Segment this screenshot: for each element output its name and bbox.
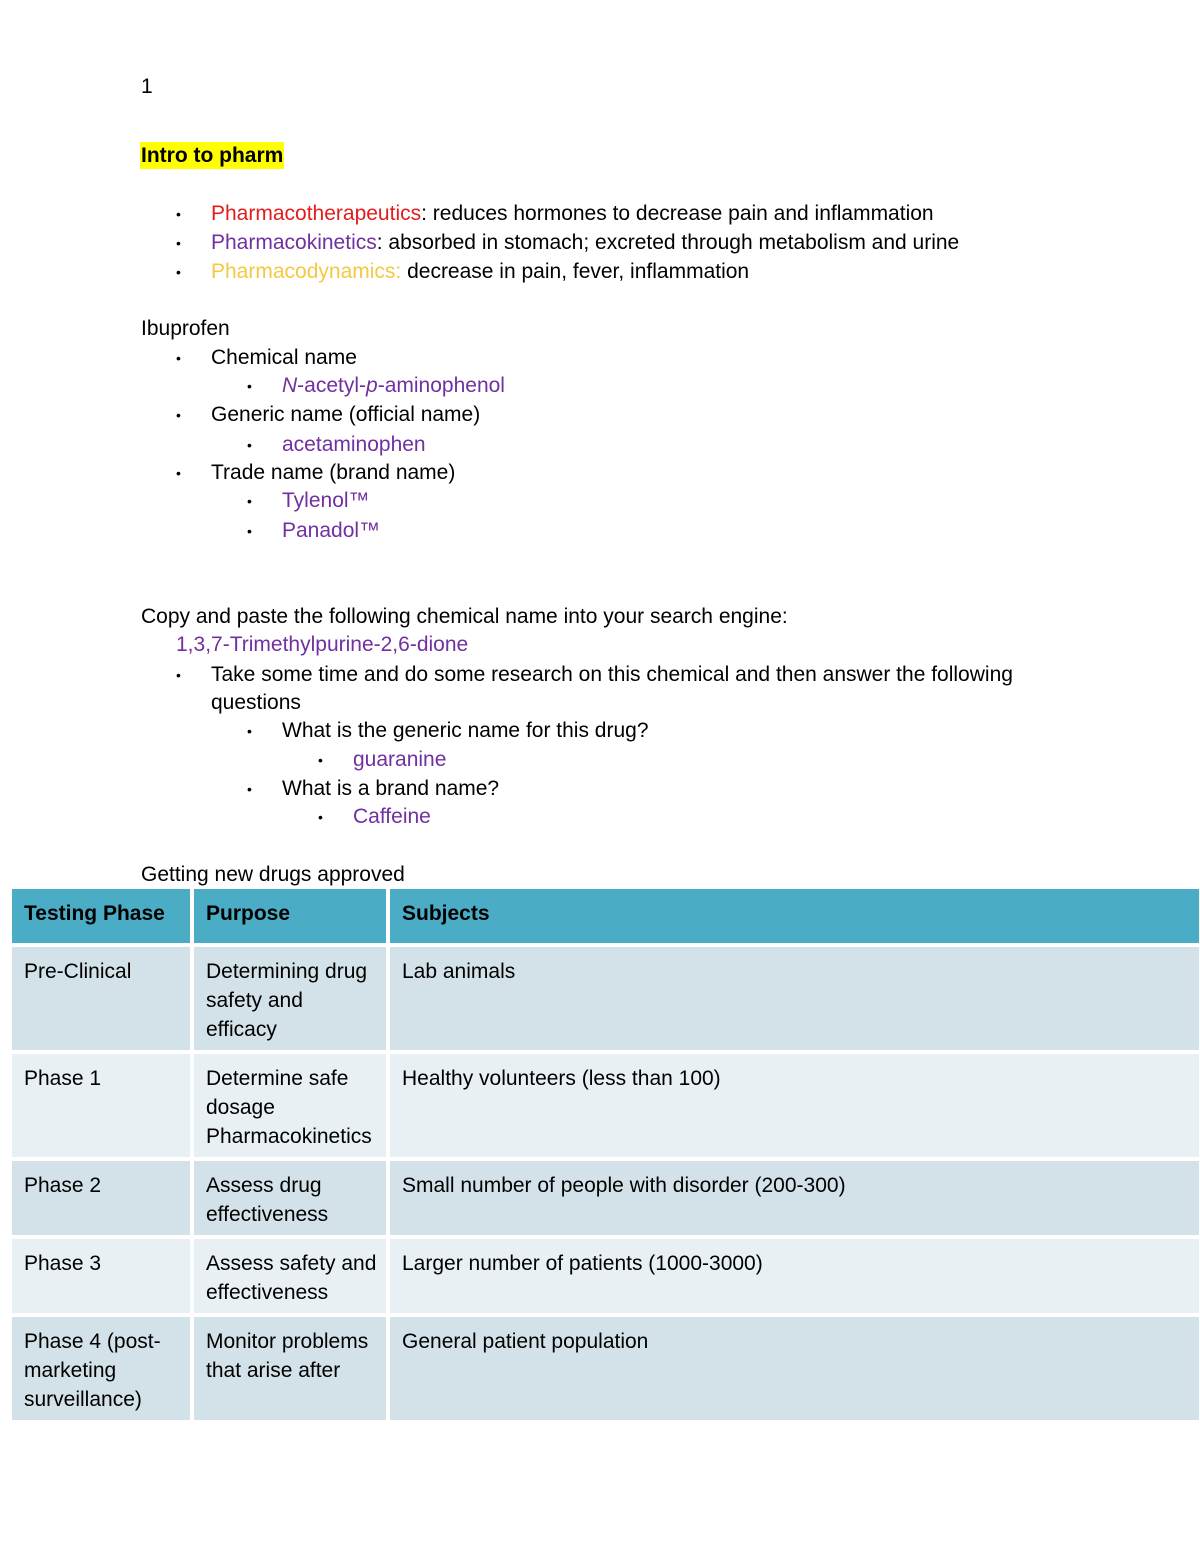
bullet-icon: • bbox=[176, 407, 181, 423]
cell-purpose: Determining drug safety and efficacy bbox=[194, 947, 386, 1054]
section-title-ibuprofen: Ibuprofen bbox=[141, 317, 230, 340]
cell-subjects: Healthy volunteers (less than 100) bbox=[390, 1054, 1199, 1161]
cell-phase: Pre-Clinical bbox=[12, 947, 190, 1054]
answer-generic: guaranine bbox=[353, 748, 447, 771]
name-part: -aminophenol bbox=[377, 374, 505, 397]
list-item-pharmacokinetics bbox=[211, 230, 959, 256]
question-generic: What is the generic name for this drug? bbox=[282, 719, 649, 742]
definition: decrease in pain, fever, inflammation bbox=[401, 260, 750, 283]
generic-name-label: Generic name (official name) bbox=[211, 403, 481, 426]
column-header: Purpose bbox=[194, 889, 386, 947]
table-caption: Getting new drugs approved bbox=[141, 863, 405, 886]
list-item-pharmacodynamics bbox=[211, 259, 749, 285]
bullet-icon: • bbox=[247, 781, 252, 797]
bullet-icon: • bbox=[318, 809, 323, 825]
highlighted-heading: Intro to pharm bbox=[141, 144, 284, 167]
generic-name-value: acetaminophen bbox=[282, 433, 426, 456]
term-pharmacokinetics: Pharmacokinetics bbox=[211, 231, 377, 254]
cell-phase: Phase 3 bbox=[12, 1239, 190, 1317]
chemical-name-value bbox=[282, 373, 505, 399]
bullet-icon: • bbox=[318, 752, 323, 768]
page-number: 1 bbox=[141, 75, 153, 98]
term-pharmacodynamics: Pharmacodynamics: bbox=[211, 260, 402, 283]
bullet-icon: • bbox=[247, 493, 252, 509]
bullet-icon: • bbox=[176, 667, 181, 683]
trade-name-label: Trade name (brand name) bbox=[211, 461, 456, 484]
separator: : bbox=[376, 231, 383, 254]
column-header: Testing Phase bbox=[12, 889, 190, 947]
table-row bbox=[12, 1054, 1199, 1161]
list-item-pharmacotherapeutics bbox=[211, 201, 934, 227]
bullet-icon: • bbox=[176, 350, 181, 366]
cell-subjects: Lab animals bbox=[390, 947, 1199, 1054]
cell-phase: Phase 2 bbox=[12, 1161, 190, 1239]
bullet-icon: • bbox=[176, 206, 181, 222]
definition: reduces hormones to decrease pain and inflammation bbox=[426, 202, 934, 225]
research-task-continued: questions bbox=[211, 691, 301, 714]
trade-name-value: Tylenol™ bbox=[282, 489, 370, 512]
answer-brand: Caffeine bbox=[353, 805, 431, 828]
cell-subjects: General patient population bbox=[390, 1317, 1199, 1424]
italic-prefix: p bbox=[366, 374, 378, 397]
cell-purpose: Determine safe dosage Pharmacokinetics bbox=[194, 1054, 386, 1161]
cell-subjects: Larger number of patients (1000-3000) bbox=[390, 1239, 1199, 1317]
table-row bbox=[12, 947, 1199, 1054]
table-row bbox=[12, 1239, 1199, 1317]
cell-phase: Phase 1 bbox=[12, 1054, 190, 1161]
term-pharmacotherapeutics: Pharmacotherapeutics bbox=[211, 202, 422, 225]
bullet-icon: • bbox=[247, 523, 252, 539]
bullet-icon: • bbox=[176, 235, 181, 251]
bullet-icon: • bbox=[247, 378, 252, 394]
cell-purpose: Assess safety and effectiveness bbox=[194, 1239, 386, 1317]
bullet-icon: • bbox=[176, 264, 181, 280]
separator: : bbox=[421, 202, 427, 225]
research-task: Take some time and do some research on this chemical and then answer the following bbox=[211, 663, 1013, 686]
italic-prefix: N bbox=[282, 374, 298, 397]
column-header: Subjects bbox=[390, 889, 1199, 947]
name-part: -acetyl- bbox=[297, 374, 367, 397]
trade-name-value: Panadol™ bbox=[282, 519, 381, 542]
table-header-row bbox=[12, 889, 1199, 947]
table-row bbox=[12, 1317, 1199, 1424]
question-brand: What is a brand name? bbox=[282, 777, 500, 800]
chemical-name-label: Chemical name bbox=[211, 346, 357, 369]
cell-purpose: Monitor problems that arise after bbox=[194, 1317, 386, 1424]
bullet-icon: • bbox=[176, 465, 181, 481]
research-instruction: Copy and paste the following chemical name into your search engine: bbox=[141, 605, 788, 628]
bullet-icon: • bbox=[247, 723, 252, 739]
bullet-icon: • bbox=[247, 437, 252, 453]
drug-approval-table bbox=[8, 889, 1200, 1424]
definition: absorbed in stomach; excreted through metabolism and urine bbox=[382, 231, 960, 254]
table-row bbox=[12, 1161, 1199, 1239]
research-chemical-name: 1,3,7-Trimethylpurine-2,6-dione bbox=[176, 633, 469, 656]
cell-purpose: Assess drug effectiveness bbox=[194, 1161, 386, 1239]
cell-phase: Phase 4 (post-marketing surveillance) bbox=[12, 1317, 190, 1424]
section-title-intro bbox=[140, 143, 284, 169]
cell-subjects: Small number of people with disorder (200-300) bbox=[390, 1161, 1199, 1239]
